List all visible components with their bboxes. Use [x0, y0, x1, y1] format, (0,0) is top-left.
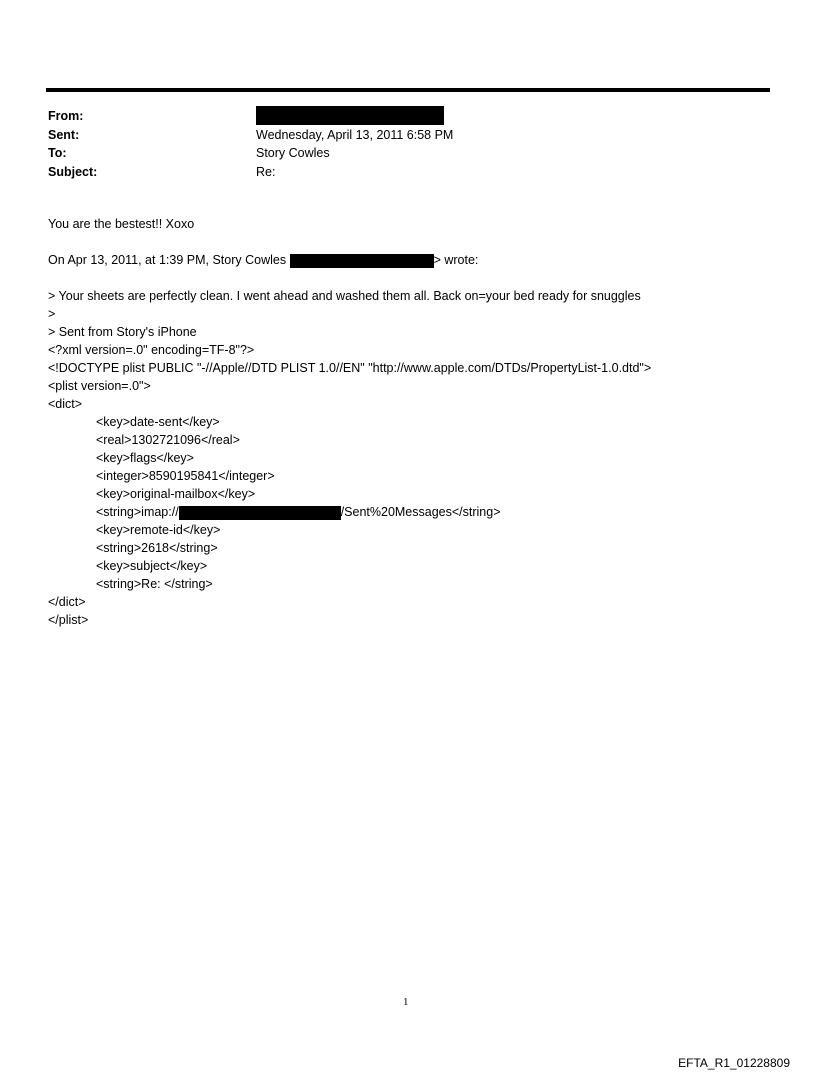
plist-line: <key>date-sent</key> [96, 415, 220, 429]
plist-line: <!DOCTYPE plist PUBLIC "-//Apple//DTD PLIST 1.0//EN" "http://www.apple.com/DTDs/PropertyList-1.0.dtd"> [48, 361, 652, 375]
plist-line: <string>Re: </string> [96, 577, 213, 591]
plist-line: <dict> [48, 397, 83, 411]
plist-line: <?xml version=.0" encoding=TF-8"?> [48, 343, 255, 357]
plist-line: <string>2618</string> [96, 541, 218, 555]
quote-intro-b: > wrote: [433, 253, 479, 267]
quote-line: > Your sheets are perfectly clean. I went ahead and washed them all. Back on=your bed ready for snuggles [48, 289, 641, 303]
top-rule [46, 88, 770, 92]
plist-line: <integer>8590195841</integer> [96, 469, 275, 483]
subject-value: Re: [256, 164, 276, 179]
from-row [48, 107, 748, 126]
sent-label: Sent: [48, 127, 80, 142]
plist-line: <key>original-mailbox</key> [96, 487, 256, 501]
redacted-from [256, 106, 444, 125]
page-number: 1 [403, 996, 409, 1008]
plist-line: <key>flags</key> [96, 451, 194, 465]
subject-label: Subject: [48, 164, 98, 179]
plist-line [96, 503, 501, 521]
plist-line: <key>subject</key> [96, 559, 208, 573]
quote-intro [48, 251, 478, 269]
plist-line: <plist version=.0"> [48, 379, 151, 393]
plist-line: <real>1302721096</real> [96, 433, 240, 447]
plist-line: </plist> [48, 613, 89, 627]
document-id: EFTA_R1_01228809 [678, 1056, 790, 1070]
subject-row [48, 163, 748, 182]
reply-text: You are the bestest!! Xoxo [48, 217, 195, 231]
quote-line: > Sent from Story's iPhone [48, 325, 197, 339]
quote-line: > [48, 307, 56, 321]
sent-row [48, 126, 748, 145]
quote-intro-a: On Apr 13, 2011, at 1:39 PM, Story Cowles [48, 253, 287, 267]
plist-line: <key>remote-id</key> [96, 523, 221, 537]
redacted-email [290, 254, 434, 268]
sent-value: Wednesday, April 13, 2011 6:58 PM [256, 127, 454, 142]
from-label: From: [48, 109, 84, 123]
mailbox-string-b: /Sent%20Messages</string> [340, 505, 501, 519]
email-header [48, 107, 748, 181]
redacted-mailbox [179, 506, 341, 520]
to-label: To: [48, 146, 67, 160]
to-value: Story Cowles [256, 146, 330, 160]
to-row [48, 144, 748, 163]
mailbox-string-a: <string>imap:// [96, 505, 179, 519]
plist-line: </dict> [48, 595, 86, 609]
